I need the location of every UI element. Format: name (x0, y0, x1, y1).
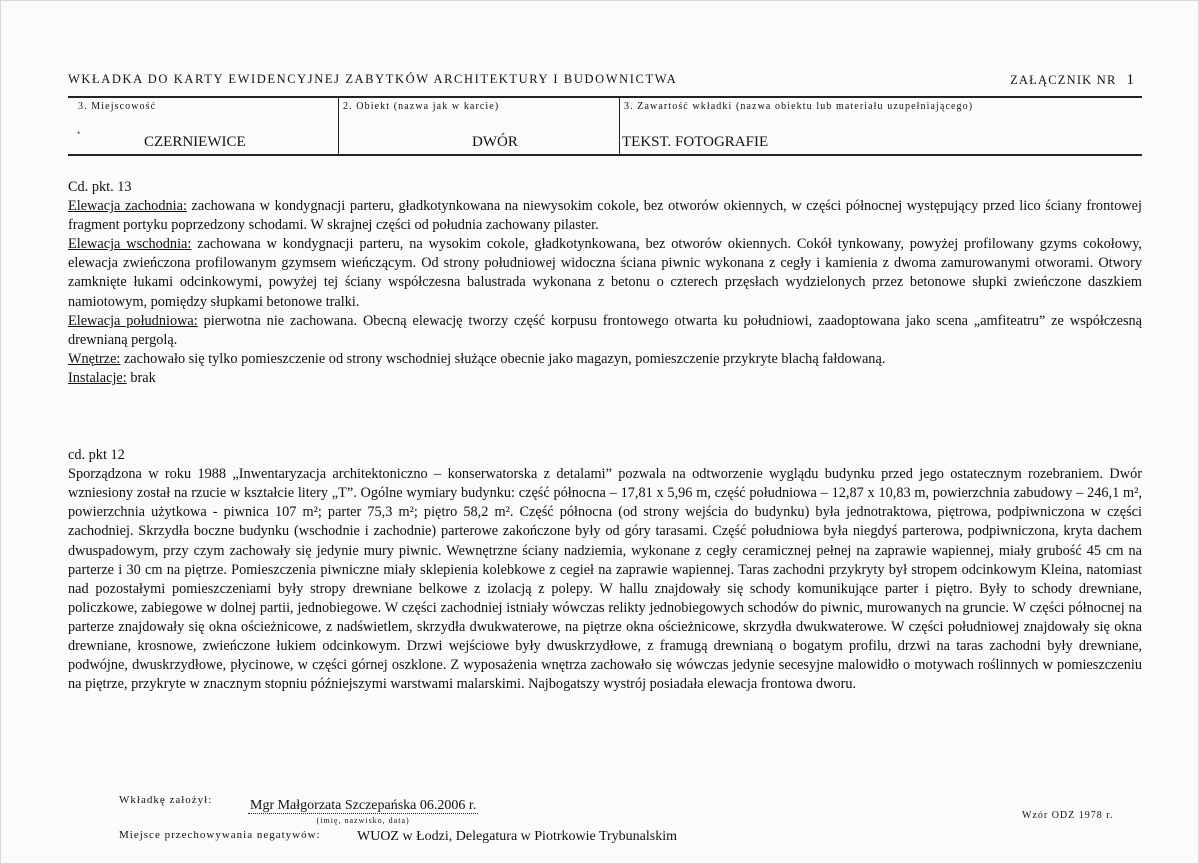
section1-heading: Cd. pkt. 13 (68, 179, 132, 195)
content-value: TEKST. FOTOGRAFIE (622, 134, 769, 150)
section2-heading: cd. pkt 12 (68, 447, 125, 464)
paragraph-label: Elewacja zachodnia: (68, 198, 187, 215)
paragraph-text: brak (126, 369, 156, 386)
section-spacer (68, 388, 1142, 446)
paragraph-text: zachowana w kondygnacji parteru, gładkotynkowana na niewysokim cokole, bez otworów okiennych, w części północnej występujący przed lico ściany frontowej fragment portyku poprzedzony schodami. W skrajnej części od południa zachowany pilaster. (68, 198, 1142, 234)
west-elevation-paragraph (68, 197, 1142, 235)
annex-label-group (1010, 72, 1134, 89)
paragraph-text: pierwotna nie zachowana. Obecną elewację tworzy część korpusu frontowego otwarta ku południowi, zaadoptowana jako scena „amfiteatru” ze współczesną drewnianą pergolą. (68, 312, 1143, 348)
storage-label: Miejsce przechowywania negatywów: (119, 829, 321, 841)
annex-number: 1 (1126, 72, 1134, 88)
east-elevation-paragraph (68, 235, 1142, 311)
object-value: DWÓR (472, 134, 518, 150)
locality-field (68, 98, 338, 154)
author-block (248, 796, 478, 825)
paragraph-label: Wnętrze: (68, 350, 121, 367)
history-paragraph: Sporządzona w roku 1988 „Inwentaryzacja architektoniczno – konserwatorska z detalami” pozwala na odtworzenie wyglądu budynku przed jego ostatecznym rozebraniem. Dwór wzniesiony został na rzucie w kształcie litery „T”. Ogólne wymiary budynku: część północna – 17,81 x 5,96 m, część południowa – 12,87 x 10,83 m, powierzchnia zabudowy – 246,1 m², powierzchnia użytkowa - piwnica 107 m²; parter 75,3 m²; piętro 58,2 m². Część północna (od strony wejścia do budynku) była jednotraktowa, piętrowa, podpiwniczona w części zachodniej. Skrzydła boczne budynku (wschodnie i zachodnie) parterowe zakończone były od góry tarasami. Część południowa była niegdyś parterowa, podpiwniczona, kryta dachem dwuspadowym, przy czym zachowały się jedynie mury piwnic. Wewnętrzne ściany nadziemia, wykonane z cegły ceramicznej pełnej na zaprawie wapiennej, miały grubość 45 cm na parterze i 30 cm na piętrze. Pomieszczenia piwniczne miały sklepienia kolebkowe z cegieł na zaprawie wapiennej. Taras zachodni przykryty był stropem odcinkowym Kleina, natomiast nad pozostałymi pomieszczeniami były stropy drewniane belkowe z izolacją z polepy. W hallu znajdowały się schody komunikujące parter i piętro. Były to schody drewniane, policzkowe, zabiegowe w dolnej partii, jednobiegowe. W części zachodniej istniały wówczas relikty jednobiegowych schodów do piwnic, murowanych na gruncie. W części północnej na parterze znajdowały się okna ościeżnicowe, z nadświetlem, skrzydła dwukwaterowe, na piętrze okna ościeżnicowe, skrzydła dwukwaterowe. W części południowej znajdowały się okna drewniane, krosnowe, zwieńczone łukiem odcinkowym. Drzwi wejściowe były dwuskrzydłowe, z framugą drewnianą o bogatym profilu, drzwi na taras zachodni były drewniane, podwójne, dwuskrzydłowe, płycinowe, w części górnej oszklone. Z wyposażenia wnętrza zachowało się wówczas jedynie secesyjne malowidło o motywach roślinnych w pomieszczeniu na piętrze, przykryte w znacznym stopniu późniejszymi warstwami malarskimi. Najbogatszy wystrój posiadała elewacja frontowa dworu. (68, 466, 1142, 693)
object-label: 2. Obiekt (nazwa jak w karcie) (343, 101, 500, 112)
document-title: WKŁADKA DO KARTY EWIDENCYJNEJ ZABYTKÓW ARCHITEKTURY I BUDOWNICTWA (68, 72, 678, 86)
author-value: Mgr Małgorzata Szczepańska 06.2006 r. (250, 798, 477, 813)
object-field (338, 98, 620, 154)
paragraph-label: Elewacja południowa: (68, 312, 198, 329)
content-field (619, 98, 1143, 154)
document-header (68, 72, 1142, 87)
paragraph-label: Instalacje: (68, 369, 127, 386)
south-elevation-paragraph (68, 312, 1142, 350)
storage-value: WUOZ w Łodzi, Delegatura w Piotrkowie Trybunalskim (357, 829, 678, 844)
locality-label: 3. Miejscowość (78, 101, 157, 112)
locality-value: CZERNIEWICE (144, 134, 246, 150)
installations-paragraph (68, 369, 1142, 388)
document-body (68, 178, 1142, 694)
field-dot-mark: • (77, 128, 81, 138)
header-fields-table (68, 96, 1142, 156)
content-label: 3. Zawartość wkładki (nazwa obiektu lub materiału uzupełniającego) (624, 101, 974, 112)
author-label: Wkładkę założył: (119, 794, 213, 806)
form-code: Wzór ODZ 1978 r. (1022, 810, 1114, 821)
author-note: (imię, nazwisko, data) (316, 816, 410, 825)
paragraph-label: Elewacja wschodnia: (68, 236, 192, 253)
interior-paragraph (68, 350, 1142, 369)
paragraph-text: zachowało się tylko pomieszczenie od strony wschodniej służące obecnie jako magazyn, pomieszczenie przykryte blachą fałdowaną. (120, 350, 886, 367)
annex-label: ZAŁĄCZNIK NR (1010, 73, 1117, 87)
paragraph-text: zachowana w kondygnacji parteru, na wysokim cokole, gładkotynkowana, bez otworów okiennych. Cokół tynkowany, powyżej profilowany gzyms cokołowy, elewacja zwieńczona profilowanym gzymsem wieńczącym. Od strony południowej widoczna ściana piwnic wykonana z cegły i kamienia z dwoma zamurowanymi otworami. Otwory zamknięte łukami odcinkowymi, powyżej tej ściany współczesna balustrada wykonana z betonu o czterech przęsłach wydzielonych przez betonowe słupki zwieńczone daszkiem namiotowym, pomiędzy słupkami betonowe tralki. (68, 236, 1143, 310)
